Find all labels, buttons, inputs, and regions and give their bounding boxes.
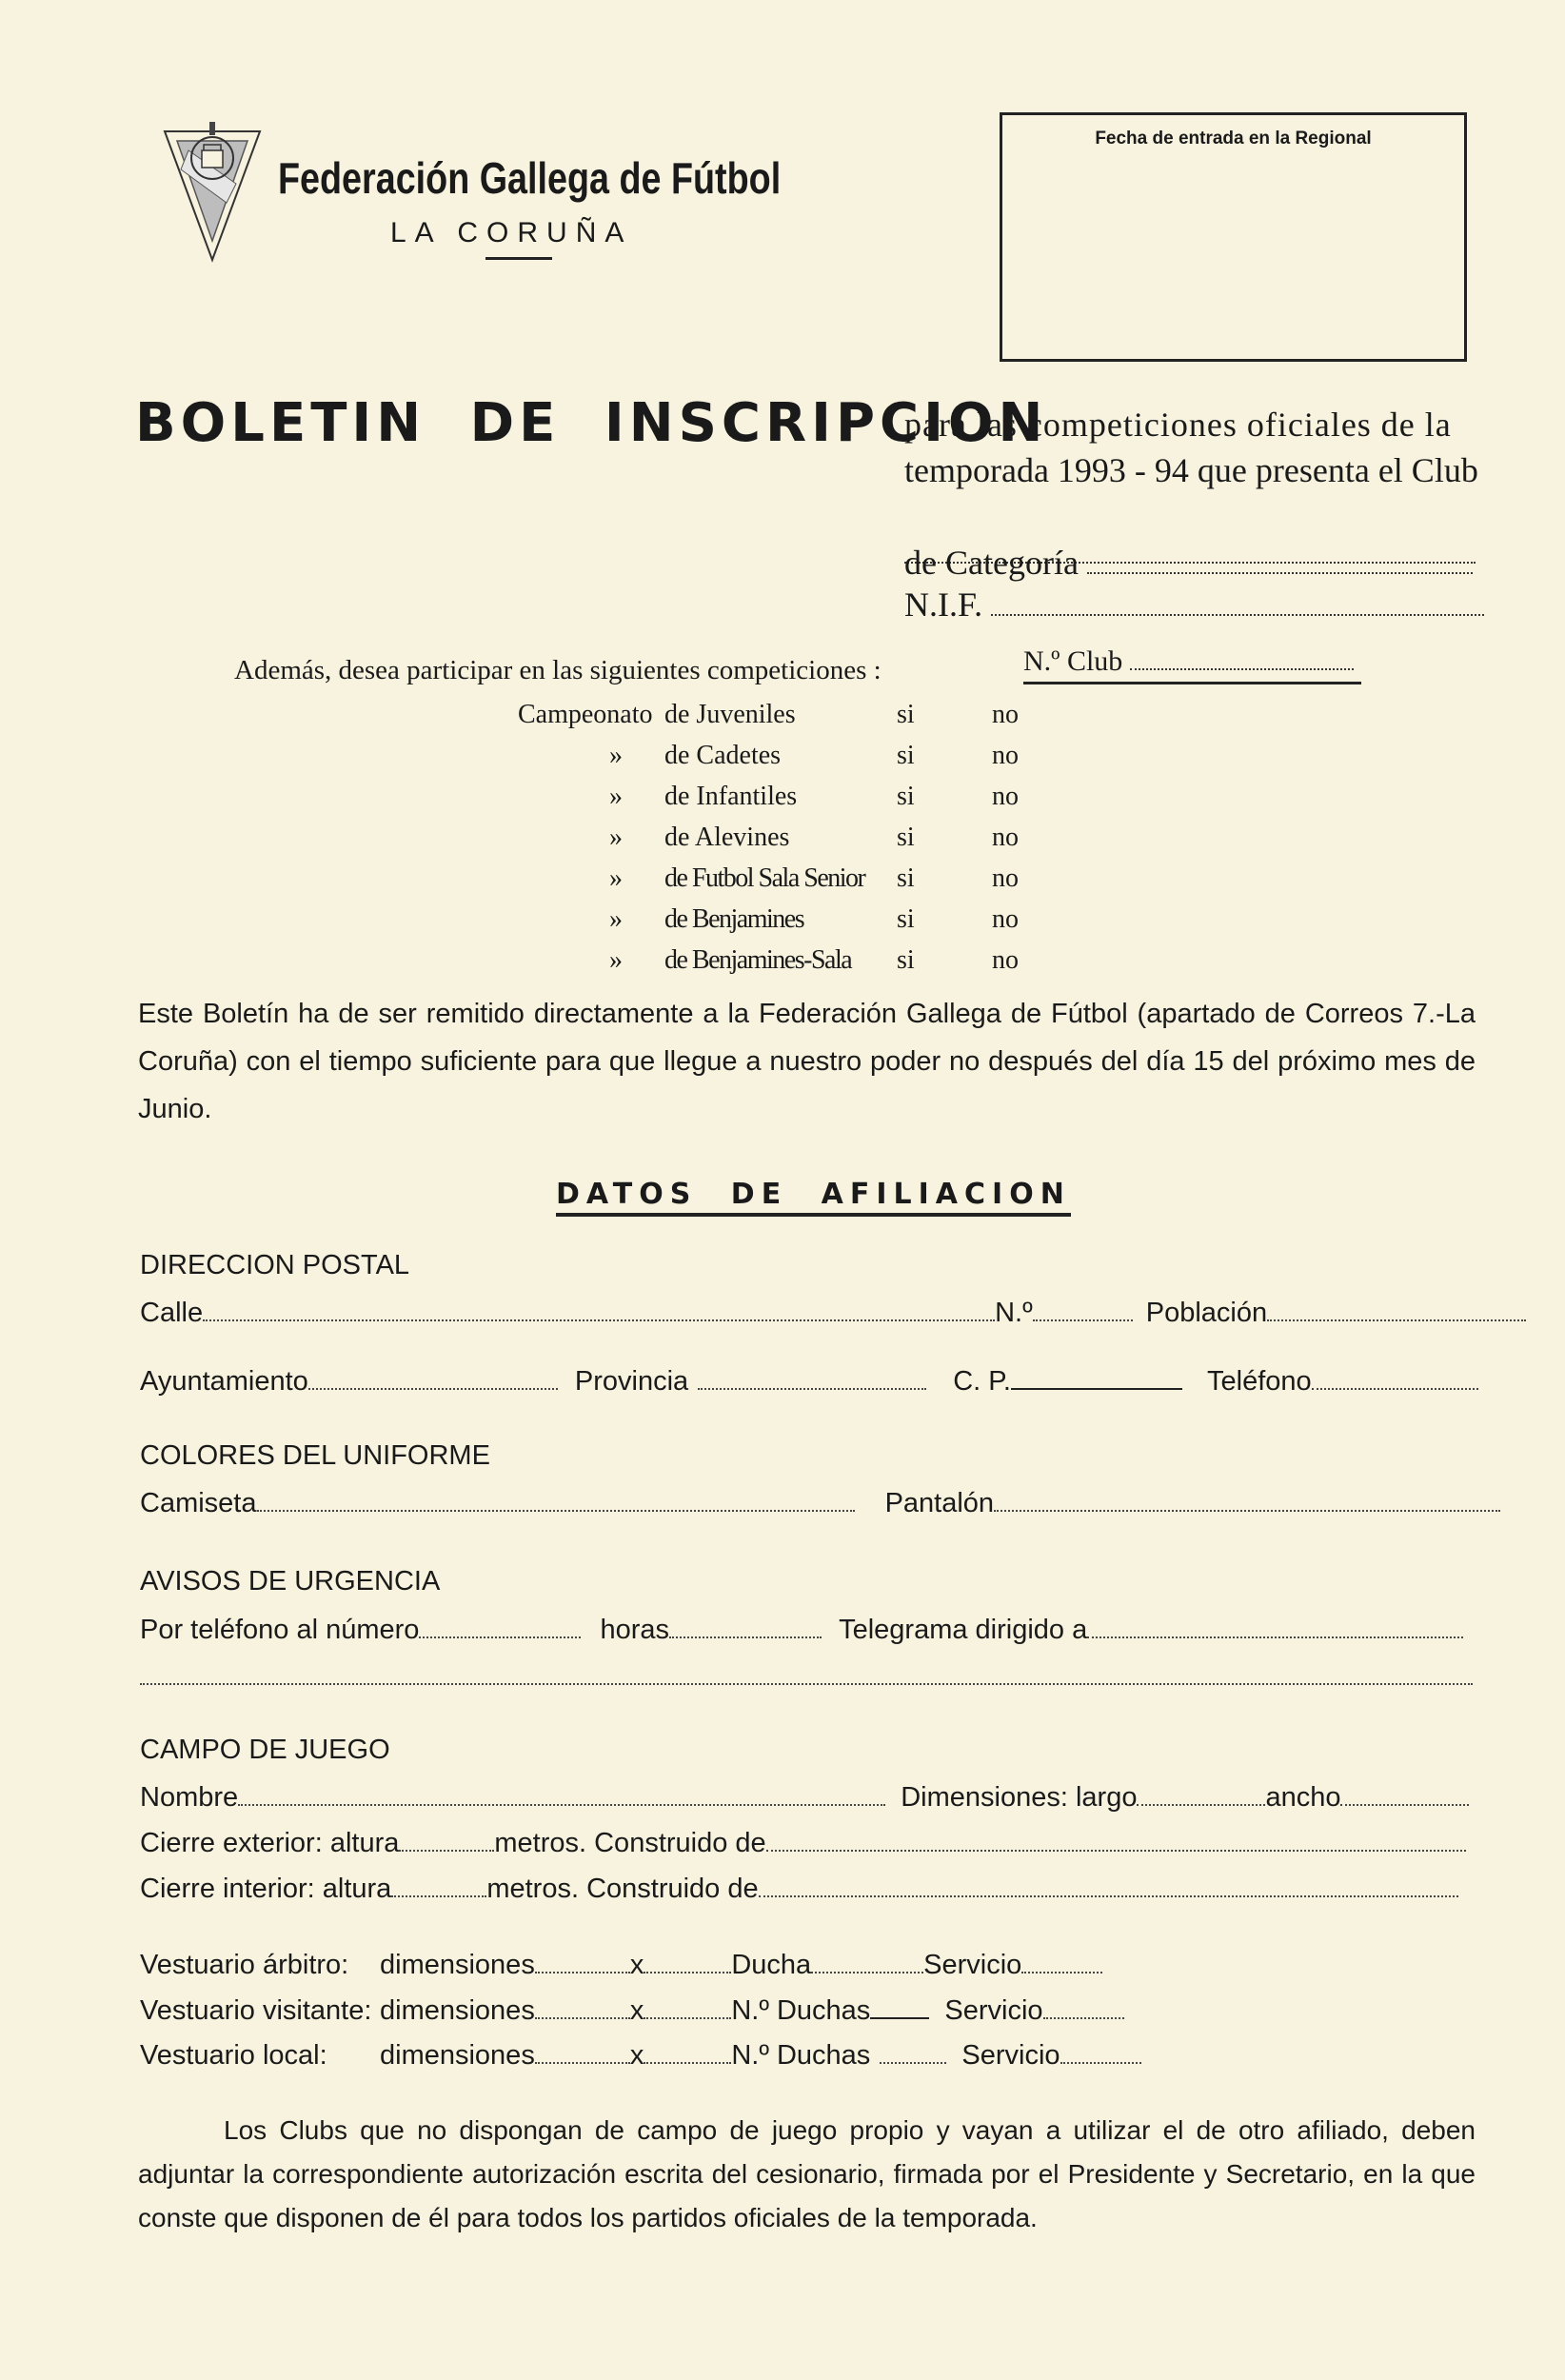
servicio-label: Servicio (944, 1995, 1043, 2026)
cierre-int-altura-field[interactable] (391, 1894, 486, 1897)
uniforme-row (140, 1488, 1473, 1519)
campo-row-nombre (140, 1782, 1473, 1814)
provincia-label: Provincia (574, 1366, 689, 1397)
horas-field[interactable] (669, 1636, 822, 1638)
x-label: x (629, 1950, 644, 1980)
competition-name: » (609, 904, 623, 934)
entry-date-label: Fecha de entrada en la Regional (1095, 129, 1372, 149)
ayuntamiento-label: Ayuntamiento (140, 1366, 308, 1397)
vestuario-arbitro-row (140, 1950, 1473, 1981)
ancho-field[interactable] (1340, 1803, 1469, 1806)
cierre-int-metros-label: metros. Construido de (486, 1874, 759, 1904)
visitante-dim-a-field[interactable] (535, 2016, 630, 2019)
pantalon-field[interactable] (994, 1509, 1500, 1512)
competition-name: » (609, 741, 623, 770)
avisos-heading: AVISOS DE URGENCIA (140, 1566, 441, 1597)
nclub-label: N.º Club (1023, 645, 1123, 677)
avisos-row (140, 1615, 1473, 1646)
final-paragraph: Los Clubs que no dispongan de campo de juego propio y vayan a utilizar el de otro afiliado, deben adjuntar la correspondiente autorización escrita del cesionario, firmada por el Presidente y Secretario, en la que conste que disponen de él para todos los partidos oficiales de la temporada. (138, 2115, 1476, 2232)
entry-date-box[interactable] (1000, 112, 1467, 362)
competition-category: de Infantiles (664, 782, 798, 811)
servicio-label: Servicio (961, 2040, 1060, 2071)
vestuario-local-row (140, 2040, 1473, 2072)
competition-category: de Futbol Sala Senior (664, 863, 865, 893)
camiseta-label: Camiseta (140, 1488, 257, 1518)
vestuario-visitante-label: Vestuario visitante: (140, 1995, 372, 2026)
competition-name: » (609, 782, 623, 811)
nclub-field[interactable] (1130, 667, 1354, 670)
competition-no-option[interactable]: no (992, 782, 1019, 811)
nif-label: N.I.F. (904, 585, 983, 624)
categoria-label: de Categoría (904, 544, 1079, 582)
competition-category: de Benjamines (664, 904, 804, 934)
competition-yes-option[interactable]: si (897, 700, 915, 729)
aviso-telefono-field[interactable] (419, 1636, 581, 1638)
competition-no-option[interactable]: no (992, 823, 1019, 852)
poblacion-field[interactable] (1267, 1319, 1526, 1321)
competition-name: » (609, 863, 623, 893)
dimensiones-label: dimensiones (380, 1995, 535, 2026)
campo-row-cierre-ext (140, 1828, 1473, 1859)
provincia-field[interactable] (698, 1387, 926, 1390)
nclub-row (1023, 645, 1354, 678)
competitions-intro: Además, desea participar en las siguientes competiciones : (234, 655, 882, 685)
intro-line-2: temporada 1993 - 94 que presenta el Club (904, 451, 1478, 489)
postal-row-2 (140, 1366, 1473, 1398)
categoria-field[interactable] (1087, 571, 1473, 574)
competition-name: » (609, 945, 623, 975)
telegrama-label: Telegrama dirigido a (839, 1615, 1088, 1645)
nombre-field[interactable] (238, 1803, 885, 1806)
aviso-telefono-label: Por teléfono al número (140, 1615, 420, 1645)
avisos-extra-line[interactable] (140, 1683, 1473, 1685)
calle-field[interactable] (203, 1319, 995, 1321)
competition-no-option[interactable]: no (992, 741, 1019, 770)
page-title: BOLETIN DE INSCRIPCION (135, 392, 1048, 454)
nduchas-label: N.º Duchas (731, 2040, 871, 2071)
nif-field[interactable] (991, 613, 1484, 616)
cierre-ext-material-field[interactable] (766, 1849, 1466, 1852)
cierre-ext-altura-field[interactable] (399, 1849, 494, 1852)
competition-yes-option[interactable]: si (897, 741, 915, 770)
ancho-label: ancho (1265, 1782, 1341, 1813)
intro-line-1: para las competiciones oficiales de la (904, 406, 1452, 444)
cp-label: C. P. (953, 1366, 1011, 1397)
numero-field[interactable] (1033, 1319, 1133, 1321)
campo-row-cierre-int (140, 1874, 1473, 1905)
calle-label: Calle (140, 1298, 204, 1328)
arbitro-servicio-field[interactable] (1021, 1971, 1102, 1973)
competition-category: de Cadetes (664, 741, 782, 770)
competition-yes-option[interactable]: si (897, 823, 915, 852)
competition-no-option[interactable]: no (992, 700, 1019, 729)
poblacion-label: Población (1145, 1298, 1268, 1328)
visitante-servicio-field[interactable] (1043, 2016, 1124, 2019)
competition-name: » (609, 823, 623, 852)
nif-row (904, 585, 1484, 625)
visitante-nduchas-field[interactable] (870, 2016, 929, 2019)
competition-yes-option[interactable]: si (897, 863, 915, 893)
competition-yes-option[interactable]: si (897, 904, 915, 934)
visitante-dim-b-field[interactable] (644, 2016, 731, 2019)
local-dim-b-field[interactable] (644, 2061, 731, 2064)
arbitro-ducha-field[interactable] (811, 1971, 923, 1973)
horas-label: horas (600, 1615, 670, 1645)
cierre-ext-label: Cierre exterior: altura (140, 1828, 400, 1858)
competition-category: de Alevines (664, 823, 790, 852)
servicio-label: Servicio (923, 1950, 1022, 1980)
postal-heading: DIRECCION POSTAL (140, 1250, 410, 1280)
local-nduchas-field[interactable] (880, 2061, 946, 2064)
telegrama-field[interactable] (1087, 1636, 1463, 1638)
local-dim-a-field[interactable] (535, 2061, 630, 2064)
cierre-int-label: Cierre interior: altura (140, 1874, 392, 1904)
header-divider (485, 257, 552, 260)
federation-name: Federación Gallega de Fútbol (278, 153, 782, 203)
vestuario-visitante-row (140, 1995, 1473, 2027)
numero-label: N.º (995, 1298, 1033, 1328)
dimensiones-label: Dimensiones: largo (901, 1782, 1138, 1813)
cierre-ext-metros-label: metros. Construido de (494, 1828, 766, 1858)
largo-field[interactable] (1137, 1803, 1265, 1806)
competition-no-option[interactable]: no (992, 863, 1019, 893)
ducha-label: Ducha (731, 1950, 812, 1980)
nduchas-label: N.º Duchas (731, 1995, 871, 2026)
competition-no-option[interactable]: no (992, 945, 1019, 975)
ayuntamiento-field[interactable] (308, 1387, 558, 1390)
federation-crest-icon (160, 112, 265, 269)
x-label: x (629, 2040, 644, 2071)
categoria-row (904, 543, 1473, 583)
telefono-label: Teléfono (1207, 1366, 1312, 1397)
cp-field[interactable] (1011, 1387, 1182, 1390)
postal-row-1 (140, 1298, 1473, 1329)
datos-title: DATOS DE AFILIACION (556, 1178, 1071, 1217)
cierre-int-material-field[interactable] (759, 1894, 1458, 1897)
competition-no-option[interactable]: no (992, 904, 1019, 934)
dimensiones-label: dimensiones (380, 1950, 535, 1980)
competition-name: Campeonato (518, 700, 653, 729)
x-label: x (629, 1995, 644, 2026)
local-servicio-field[interactable] (1060, 2061, 1141, 2064)
telefono-field[interactable] (1312, 1387, 1478, 1390)
arbitro-dim-b-field[interactable] (644, 1971, 731, 1973)
nombre-label: Nombre (140, 1782, 239, 1813)
dimensiones-label: dimensiones (380, 2040, 535, 2071)
campo-heading: CAMPO DE JUEGO (140, 1735, 390, 1765)
camiseta-field[interactable] (257, 1509, 855, 1512)
vestuario-local-label: Vestuario local: (140, 2040, 327, 2071)
arbitro-dim-a-field[interactable] (535, 1971, 630, 1973)
competition-yes-option[interactable]: si (897, 782, 915, 811)
pantalon-label: Pantalón (884, 1488, 995, 1518)
competition-category: de Benjamines-Sala (664, 945, 852, 975)
federation-city: LA CORUÑA (390, 217, 633, 248)
competition-category: de Juveniles (664, 700, 796, 729)
uniforme-heading: COLORES DEL UNIFORME (140, 1440, 490, 1471)
vestuario-arbitro-label: Vestuario árbitro: (140, 1950, 349, 1980)
nclub-underline (1023, 682, 1361, 684)
competition-yes-option[interactable]: si (897, 945, 915, 975)
remit-paragraph: Este Boletín ha de ser remitido directamente a la Federación Gallega de Fútbol (apartado de Correos 7.-La Coruña) con el tiempo suficiente para que llegue a nuestro poder no después del día 15 del próximo mes de Junio. (138, 999, 1476, 1124)
